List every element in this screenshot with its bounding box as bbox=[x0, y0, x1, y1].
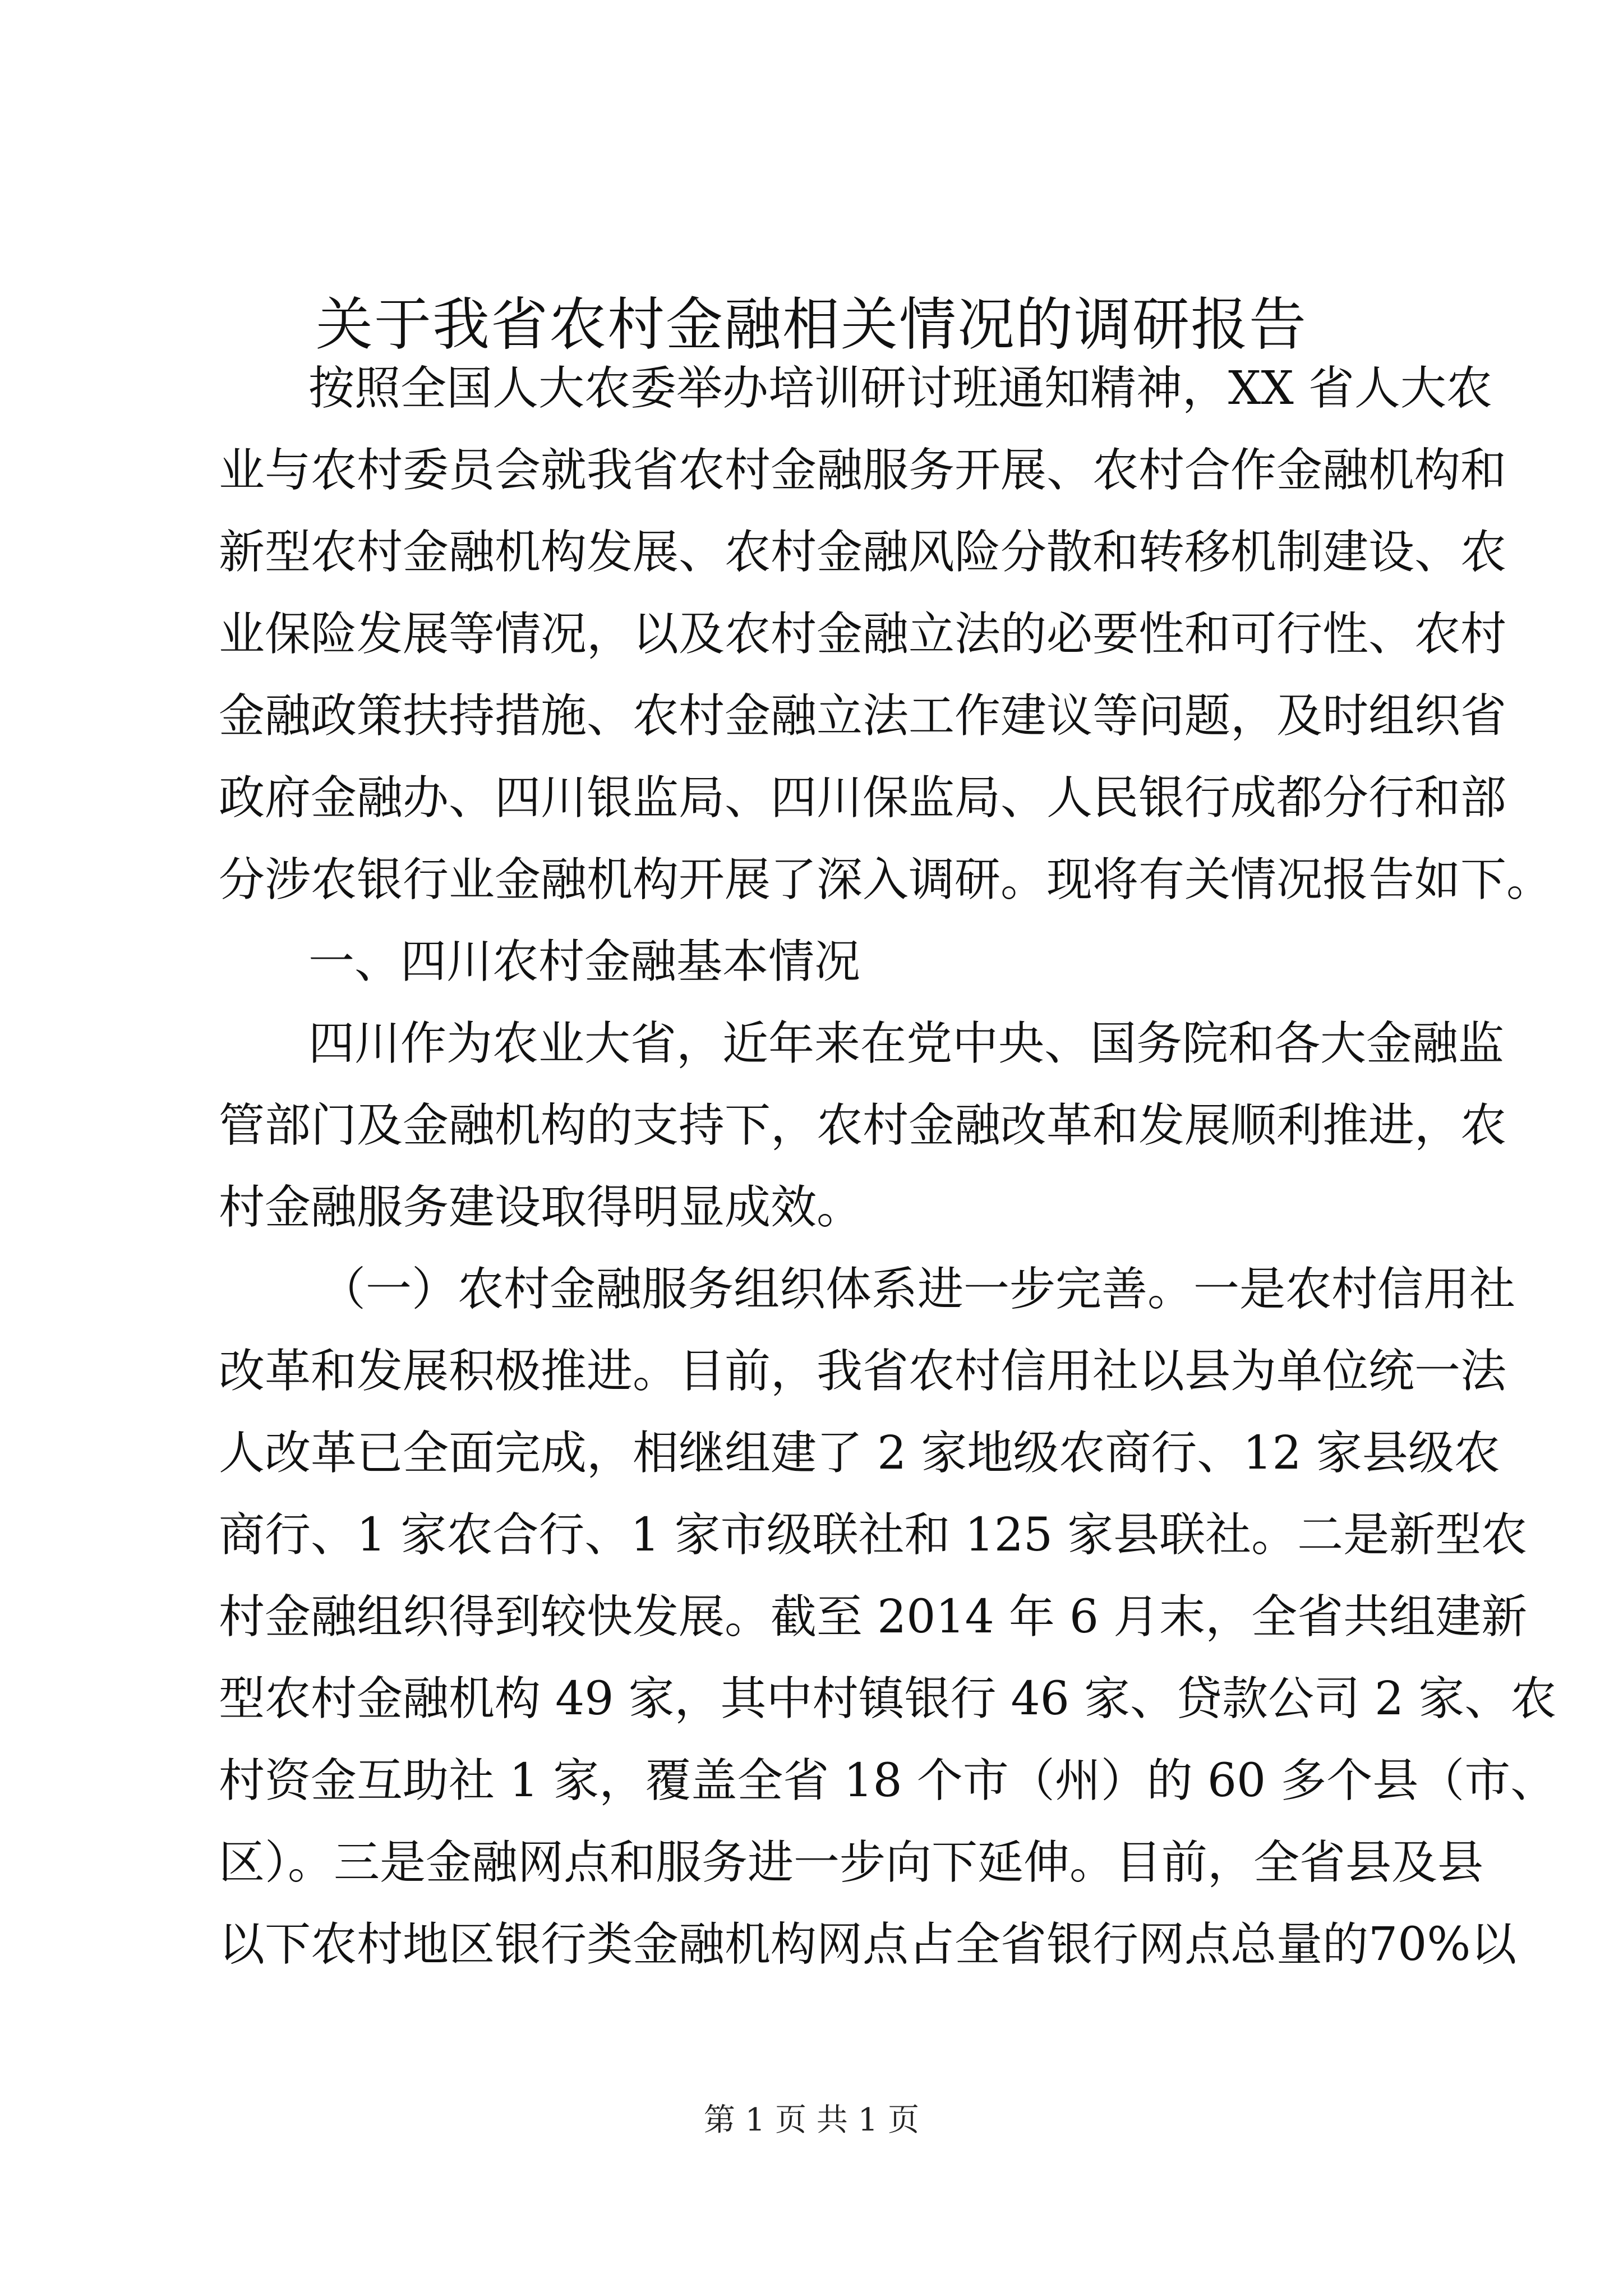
page-footer: 第 1 页 共 1 页 bbox=[703, 2102, 920, 2138]
paragraph-line: 新型农村金融机构发展、农村金融风险分散和转移机制建设、农 bbox=[219, 526, 1507, 579]
paragraph-line: 业与农村委员会就我省农村金融服务开展、农村合作金融机构和 bbox=[219, 444, 1507, 497]
paragraph-line: 区）。三是金融网点和服务进一步向下延伸。目前，全省县及县 bbox=[219, 1836, 1484, 1889]
paragraph-line: 管部门及金融机构的支持下，农村金融改革和发展顺利推进，农 bbox=[219, 1099, 1507, 1152]
paragraph-line: 型农村金融机构 49 家，其中村镇银行 46 家、贷款公司 2 家、农 bbox=[219, 1672, 1557, 1726]
paragraph-line: 按照全国人大农委举办培训研讨班通知精神，XX 省人大农 bbox=[308, 362, 1492, 415]
paragraph-line: 村金融服务建设取得明显成效。 bbox=[219, 1181, 863, 1234]
paragraph-line: 村资金互助社 1 家，覆盖全省 18 个市（州）的 60 多个县（市、 bbox=[219, 1754, 1557, 1807]
paragraph-line: 业保险发展等情况，以及农村金融立法的必要性和可行性、农村 bbox=[219, 608, 1507, 661]
paragraph-line: 政府金融办、四川银监局、四川保监局、人民银行成都分行和部 bbox=[219, 771, 1507, 825]
paragraph-line: 以下农村地区银行类金融机构网点占全省银行网点总量的70%以 bbox=[219, 1918, 1517, 1971]
paragraph-line: 改革和发展积极推进。目前，我省农村信用社以县为单位统一法 bbox=[219, 1345, 1507, 1398]
document-body bbox=[219, 348, 1557, 1986]
paragraph-line: （一）农村金融服务组织体系进一步完善。一是农村信用社 bbox=[320, 1263, 1516, 1316]
paragraph-line: 金融政策扶持措施、农村金融立法工作建议等问题，及时组织省 bbox=[219, 689, 1507, 743]
paragraph-line: 村金融组织得到较快发展。截至 2014 年 6 月末，全省共组建新 bbox=[219, 1590, 1528, 1644]
paragraph-line: 商行、1 家农合行、1 家市级联社和 125 家县联社。二是新型农 bbox=[219, 1508, 1528, 1562]
document-title: 关于我省农村金融相关情况的调研报告 bbox=[316, 292, 1307, 358]
section-heading: 一、四川农村金融基本情况 bbox=[308, 935, 861, 988]
paragraph-line: 分涉农银行业金融机构开展了深入调研。现将有关情况报告如下。 bbox=[219, 853, 1553, 907]
paragraph-line: 人改革已全面完成，相继组建了 2 家地级农商行、12 家县级农 bbox=[219, 1427, 1500, 1480]
paragraph-line: 四川作为农业大省，近年来在党中央、国务院和各大金融监 bbox=[308, 1017, 1505, 1070]
